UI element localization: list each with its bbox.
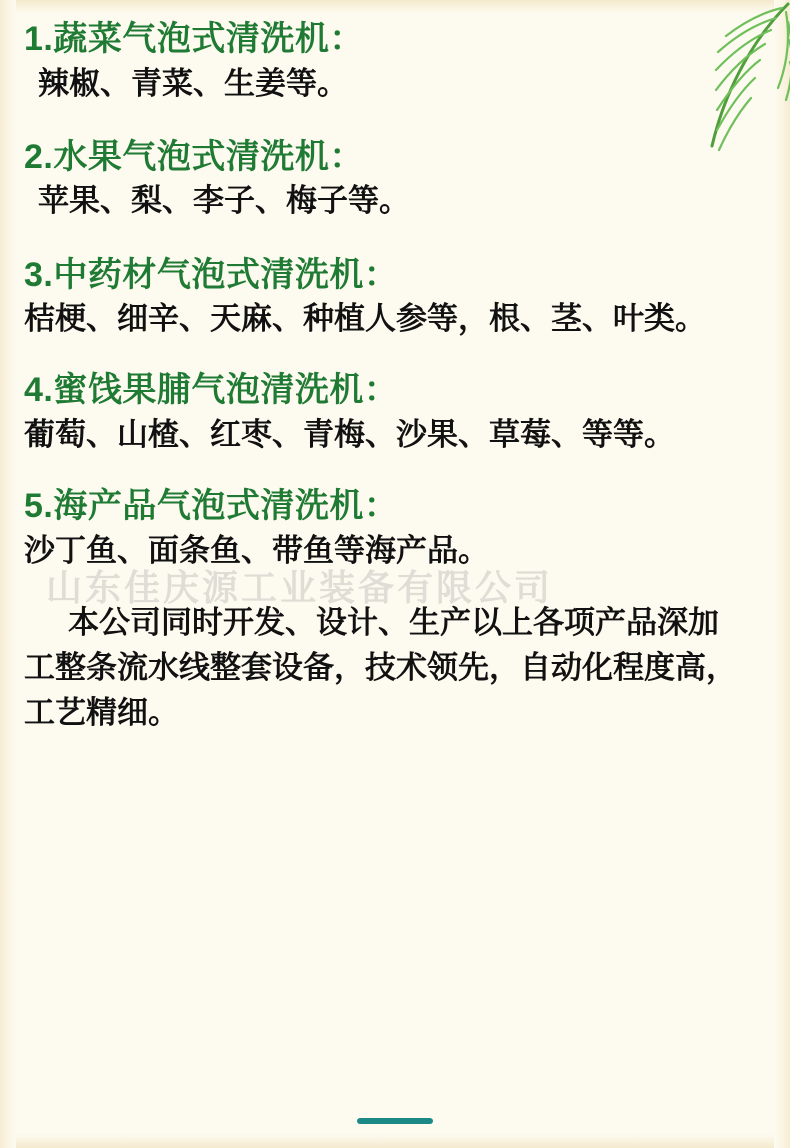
list-item	[24, 18, 766, 104]
list-item	[24, 254, 766, 340]
item-title: 1.蔬菜气泡式清洗机：	[24, 20, 364, 58]
page-border-right	[774, 0, 790, 1148]
document-content	[24, 18, 766, 736]
page-border-left	[0, 0, 16, 1148]
bottom-accent-bar	[357, 1118, 433, 1124]
spacer	[24, 349, 766, 369]
item-title: 3.中药材气泡式清洗机：	[24, 255, 399, 294]
item-body: 沙丁鱼、面条鱼、带鱼等海产品。	[24, 532, 489, 568]
page-border-bottom	[0, 1134, 790, 1148]
item-body: 苹果、梨、李子、梅子等。	[38, 183, 410, 219]
item-body: 葡萄、山楂、红枣、青梅、沙果、草莓、等等。	[24, 416, 675, 452]
list-item	[24, 136, 766, 222]
list-item	[24, 369, 766, 455]
spacer	[24, 232, 766, 254]
item-body: 辣椒、青菜、生姜等。	[38, 65, 348, 101]
list-item	[24, 485, 766, 571]
spacer	[24, 465, 766, 485]
item-title: 4.蜜饯果脯气泡清洗机：	[24, 371, 399, 410]
closing-paragraph: 本公司同时开发、设计、生产以上各项产品深加工整条流水线整套设备，技术领先，自动化程度高，工艺精细。	[24, 605, 737, 730]
page-border-top	[0, 0, 790, 14]
spacer	[24, 114, 766, 136]
item-title: 5.海产品气泡式清洗机：	[24, 487, 399, 526]
item-body: 桔梗、细辛、天麻、种植人参等，根、茎、叶类。	[24, 301, 706, 337]
item-title: 2.水果气泡式清洗机：	[24, 137, 364, 176]
company-watermark: 山东佳庆源工业装备有限公司	[46, 567, 554, 608]
